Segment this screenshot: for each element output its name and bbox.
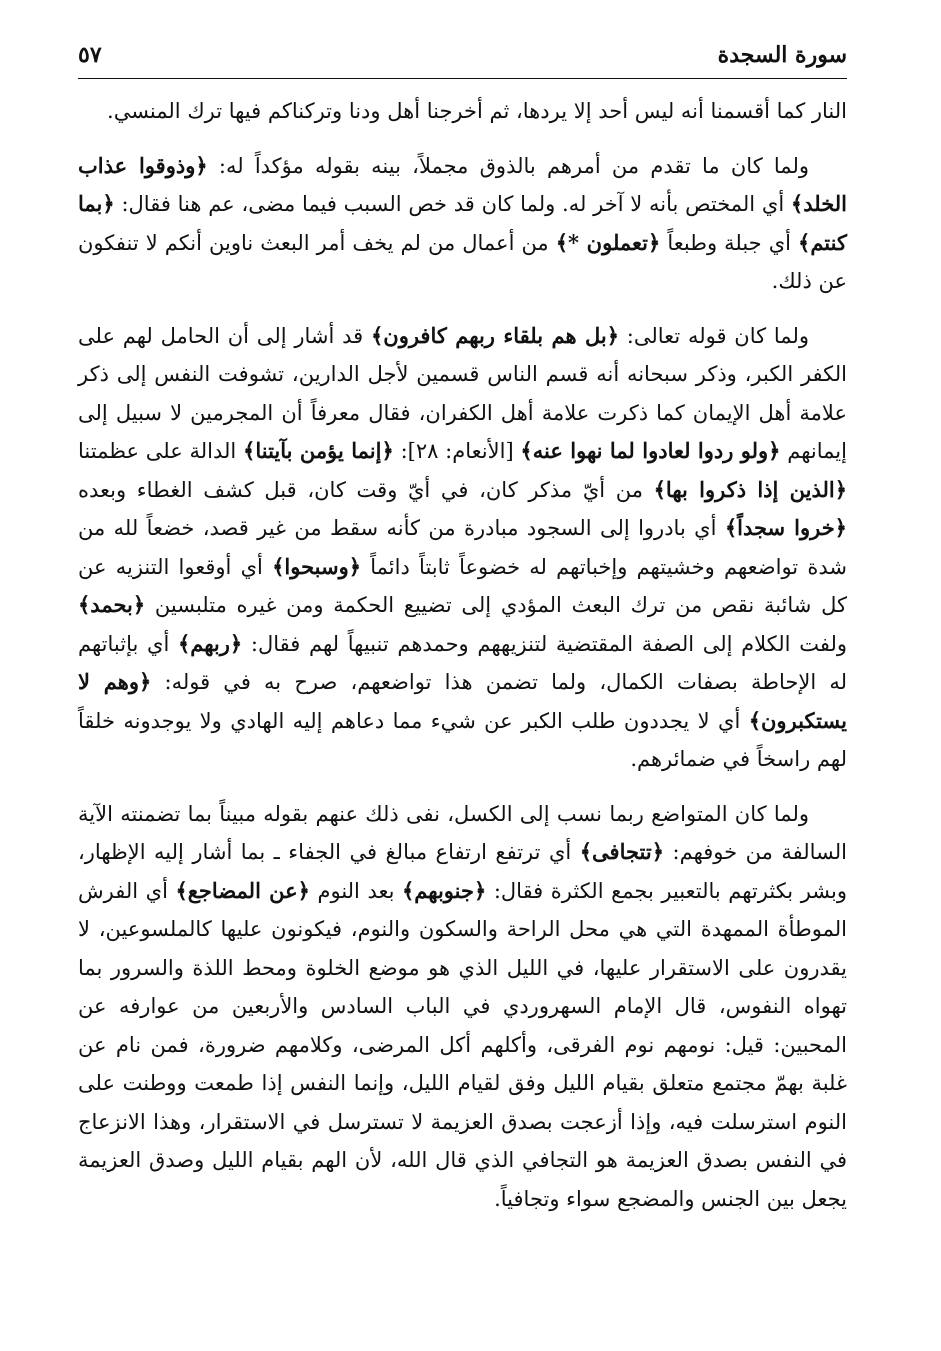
text-span: ولما كان قوله تعالى: bbox=[619, 323, 809, 348]
text-span: أي الفرش الموطأة الممهدة التي هي محل الراحة والسكون والنوم، فيكونون عليها كالملسوعين، لا يقدرون على الاستقرار عليها، في الليل الذي هو موضع الخلوة ومحط اللذة والسرور بما تهواه النفوس، قال الإمام السهروردي في الباب السادس والأربعين من عوارفه عن المحبين: قيل: نومهم نوم الفرقى، وأكلهم أكل المرضى، وكلامهم ضرورة، فمن نام عن غلبة بهمّ مجتمع متعلق بقيام الليل وفق لقيام الليل، وإنما النفس إذا طمعت ووطنت على النوم استرسلت فيه، وإذا أزعجت بصدق العزيمة لا تسترسل في الاستقرار، وهذا الانزعاج في النفس بصدق العزيمة هو التجافي الذي قال الله، لأن الهم بقيام الليل وصدق العزيمة يجعل بين الجنس والمضجع سواء وتجافياً. bbox=[78, 878, 847, 1211]
paragraph bbox=[78, 92, 847, 131]
quran-quote: ﴿بحمد﴾ bbox=[78, 592, 146, 617]
text-span: أي المختص بأنه لا آخر له. ولما كان قد خص السبب فيما مضى، عم هنا فقال: bbox=[114, 192, 791, 216]
text-span: أي لا يجددون طلب الكبر عن شيء مما دعاهم إليه الهادي ولا يوجدونه خلقاً لهم راسخاً في ضمائرهم. bbox=[78, 708, 847, 771]
text-span: أي جبلة وطبعاً bbox=[660, 230, 799, 255]
text-span: بعد النوم bbox=[309, 878, 402, 903]
text-span: ولما كان المتواضع ربما نسب إلى الكسل، نفى ذلك عنهم بقوله مبيناً بما تضمنته الآية السالفة من خوفهم: bbox=[78, 801, 847, 864]
quran-quote: ﴿وسبحوا﴾ bbox=[272, 553, 362, 579]
quran-quote: ﴿خروا سجداً﴾ bbox=[724, 515, 847, 540]
quran-quote: ﴿إنما يؤمن بآيتنا﴾ bbox=[243, 438, 394, 463]
text-span: النار كما أقسمنا أنه ليس أحد إلا يردها، ثم أخرجنا أهل ودنا وتركناكم فيها ترك المنسي. bbox=[107, 99, 847, 123]
quran-quote: ﴿جنوبهم﴾ bbox=[402, 877, 487, 903]
quran-quote: ﴿الذين إذا ذكروا بها﴾ bbox=[653, 476, 848, 502]
text-span: من أعمال من لم يخف أمر البعث ناوين أنكم لا تنفكون عن ذلك. bbox=[78, 230, 847, 293]
quran-quote: ﴿تتجافى﴾ bbox=[579, 839, 665, 864]
quran-quote: ﴿بما كنتم﴾ bbox=[78, 191, 847, 255]
text-span: أي بإثباتهم له الإحاطة بصفات الكمال، ولما تضمن هذا تواضعهم، صرح به في قوله: bbox=[78, 631, 848, 694]
paragraph bbox=[78, 317, 847, 779]
page-number: ٥٧ bbox=[78, 42, 102, 68]
running-title: سورة السجدة bbox=[717, 42, 847, 68]
text-span: [الأنعام: ٢٨]: bbox=[393, 439, 521, 463]
text-span: قد أشار إلى أن الحامل لهم على الكفر الكبر، وذكر سبحانه أنه قسم الناس قسمين لأجل الدارين، تشوفت النفس إلى ذكر علامة أهل الإيمان كما ذكرت علامة أهل الكفران، فقال معرفاً أن المجرمين لا سبيل إلى إيمانهم bbox=[78, 323, 847, 463]
page-header bbox=[78, 40, 847, 78]
text-span: الدالة على عظمتنا bbox=[78, 439, 244, 463]
quran-quote: ﴿بل هم بلقاء ربهم كافرون﴾ bbox=[370, 322, 620, 348]
text-span: أي بادروا إلى السجود مبادرة من كأنه سقط من غير قصد، خضعاً لله من شدة تواضعهم وخشيتهم وإخباتهم له خضوعاً ثابتاً دائماً bbox=[78, 516, 847, 579]
quran-quote: ﴿وهم لا يستكبرون﴾ bbox=[78, 669, 847, 733]
text-span: من أيّ مذكر كان، في أيّ وقت كان، قبل كشف الغطاء وبعده bbox=[78, 477, 654, 502]
text-span: أي أوقعوا التنزيه عن كل شائبة نقص من ترك البعث المؤدي إلى تضييع الحكمة ومن غيره متلبسين bbox=[78, 554, 847, 617]
body-text bbox=[78, 92, 847, 1234]
header-rule bbox=[78, 78, 847, 79]
quran-quote: ﴿وذوقوا عذاب الخلد﴾ bbox=[78, 152, 847, 216]
paragraph bbox=[78, 795, 847, 1219]
quran-quote: ﴿تعملون *﴾ bbox=[555, 229, 661, 255]
quran-quote: ﴿ولو ردوا لعادوا لما نهوا عنه﴾ bbox=[520, 438, 781, 463]
text-span: أي ترتفع ارتفاع مبالغ في الجفاء ـ بما أشار إليه الإظهار، وبشر بكثرتهم بالتعبير بجمع الكثرة فقال: bbox=[78, 840, 848, 903]
text-span: ولما كان ما تقدم من أمرهم بالذوق مجملاً، بينه بقوله مؤكداً له: bbox=[207, 153, 809, 178]
quran-quote: ﴿ربهم﴾ bbox=[177, 630, 243, 656]
quran-quote: ﴿عن المضاجع﴾ bbox=[175, 877, 310, 903]
paragraph bbox=[78, 147, 847, 301]
text-span: ولفت الكلام إلى الصفة المقتضية لتنزيههم وحمدهم تنبيهاً لهم فقال: bbox=[242, 631, 847, 656]
